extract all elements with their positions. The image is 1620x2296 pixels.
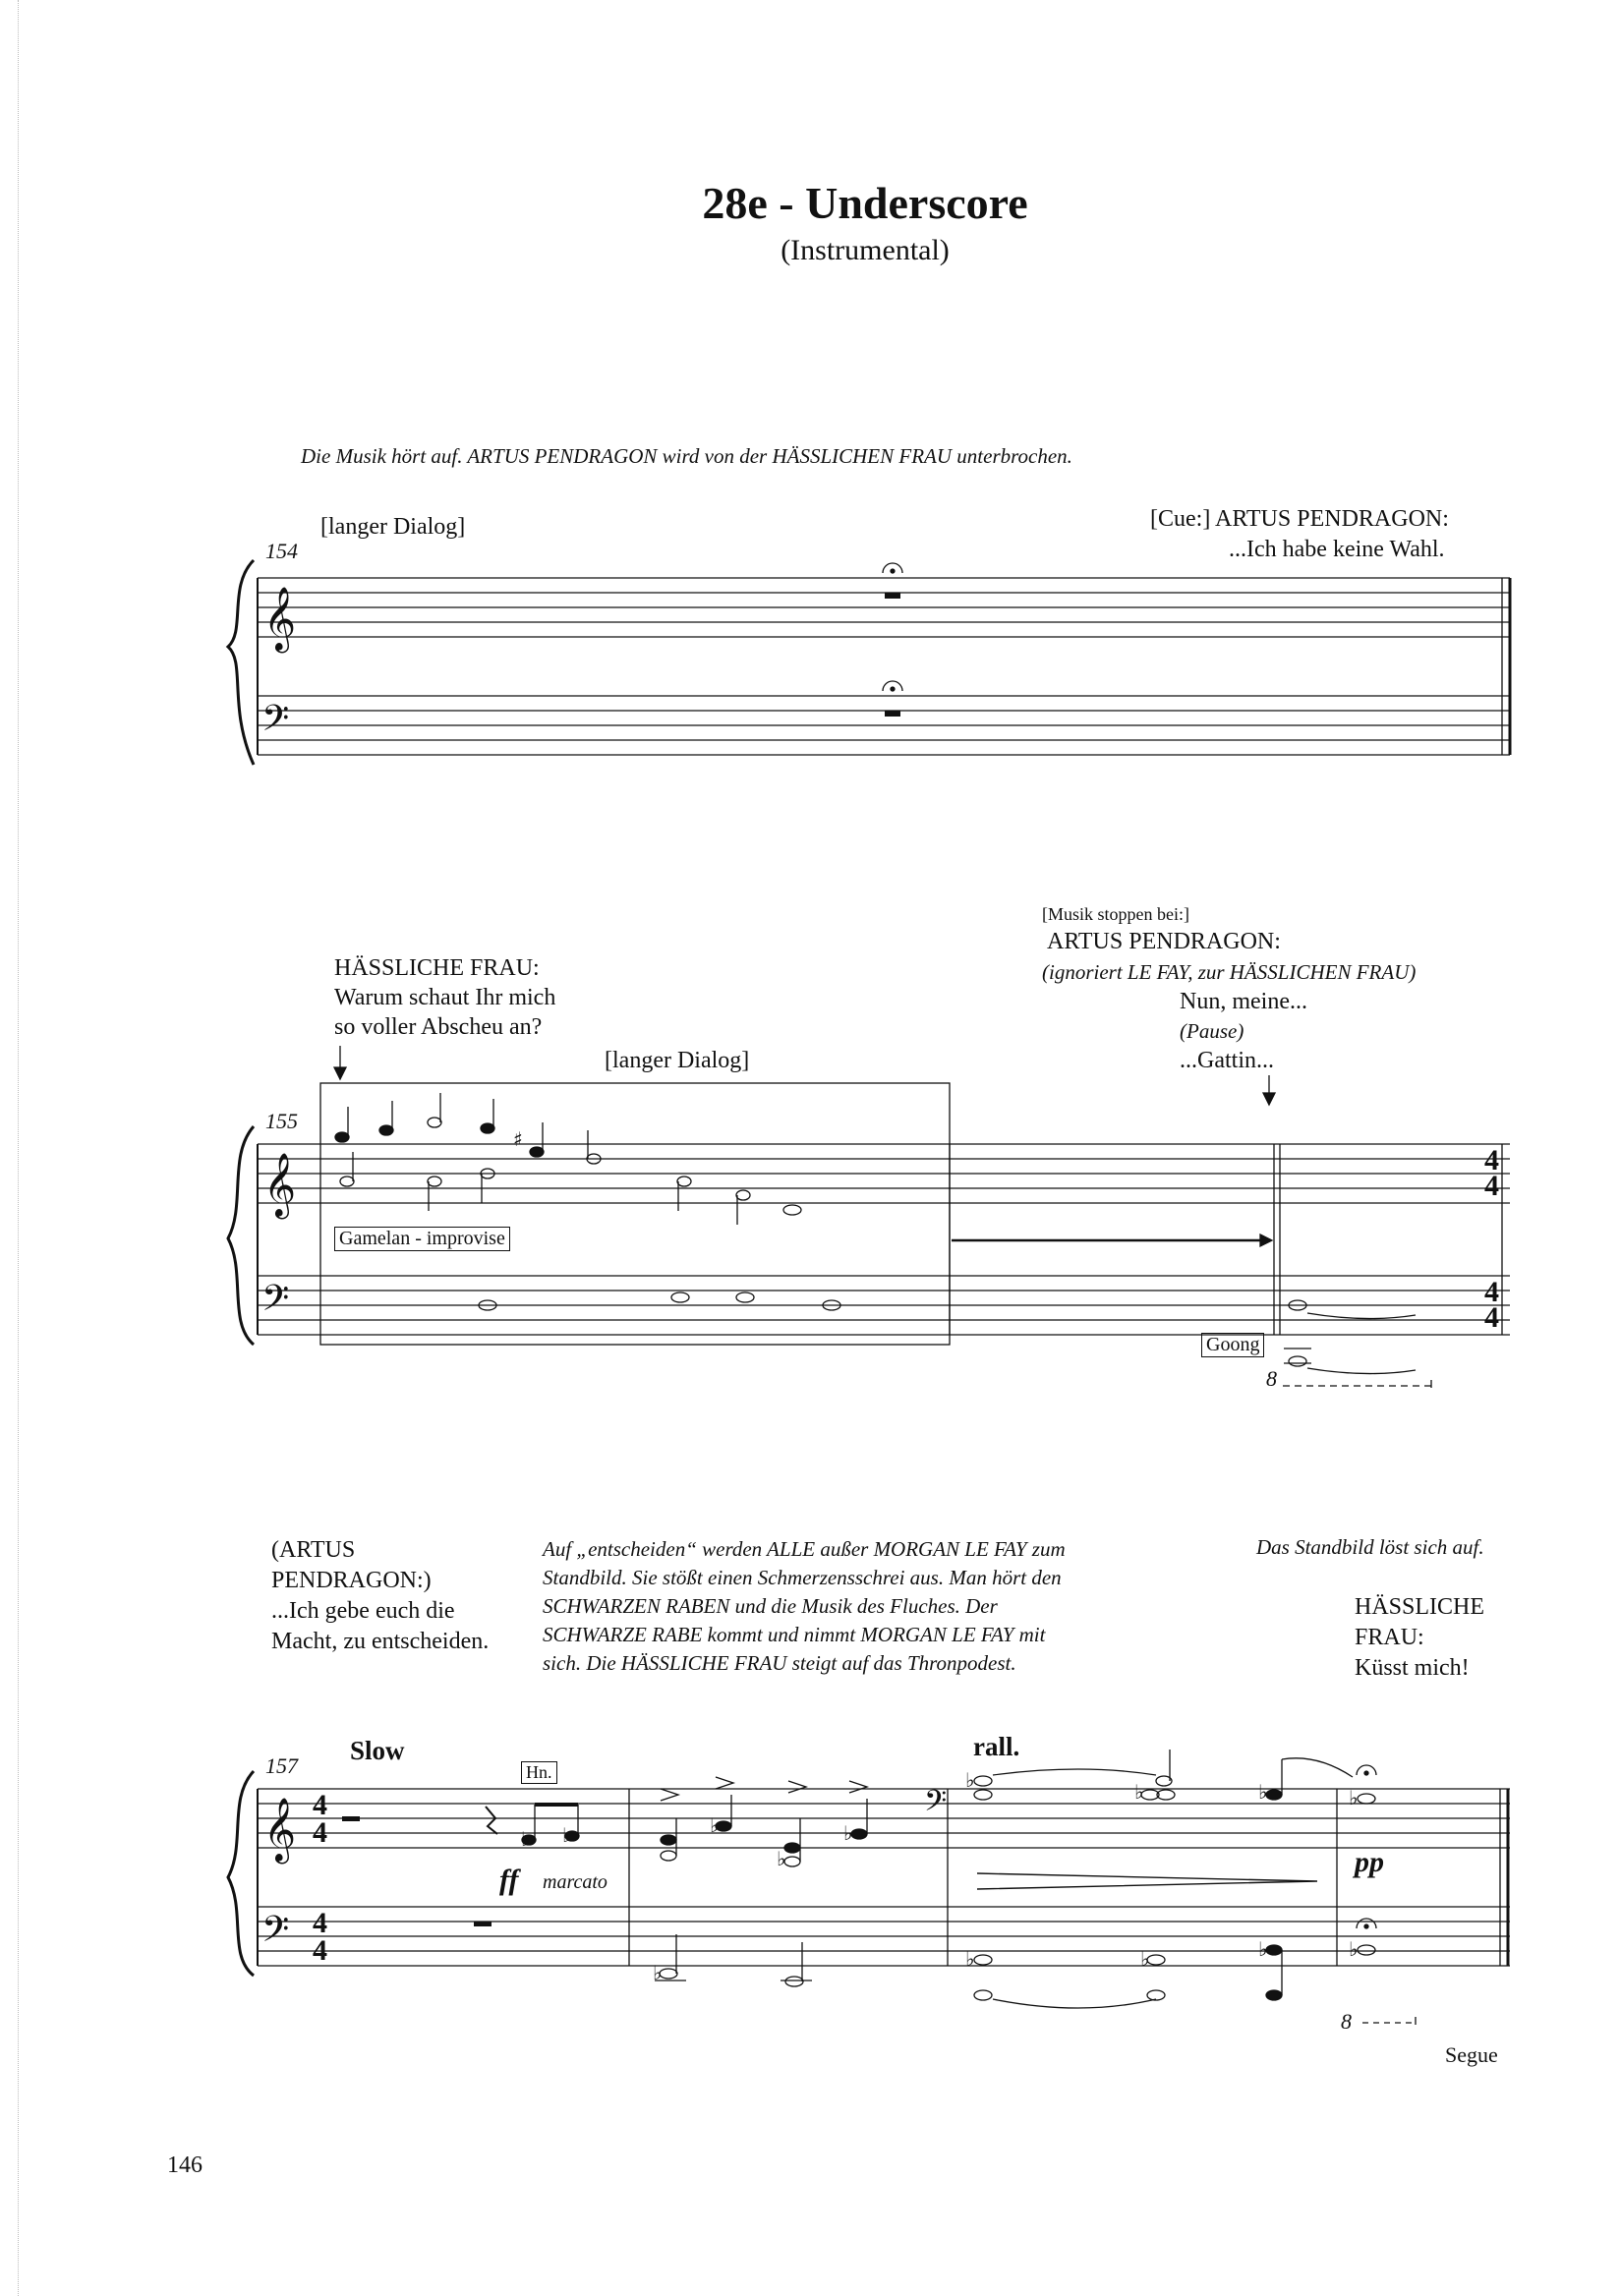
system1-brace — [228, 560, 254, 765]
measure-number-157: 157 — [265, 1753, 298, 1778]
bass-clef-3: 𝄢 — [261, 1909, 290, 1959]
system1-treble-staff — [258, 578, 1510, 637]
stop-line-2: ...Gattin... — [1180, 1048, 1274, 1073]
ottava-8-system3: 8 — [1341, 2009, 1352, 2034]
page-number: 146 — [167, 2152, 202, 2178]
stop-speaker: ARTUS PENDRAGON: — [1047, 929, 1281, 954]
speaker-haessliche-right: HÄSSLICHE FRAU: Küsst mich! — [1355, 1594, 1485, 1681]
clefs-and-time-signatures — [261, 587, 947, 1959]
measure-number-155: 155 — [265, 1109, 298, 1133]
goong-label: Goong — [1201, 1333, 1264, 1357]
timesig-2b-top: 4 — [1484, 1276, 1499, 1308]
page-title: 28e - Underscore — [702, 178, 1028, 228]
system2-treble-staff — [258, 1144, 1510, 1203]
bass-clef-2: 𝄢 — [261, 1278, 290, 1328]
dynamic-ff: ff — [499, 1864, 519, 1896]
treble-clef-2: 𝄞 — [263, 1153, 297, 1217]
system2-langer-dialog: [langer Dialog] — [605, 1048, 750, 1073]
svg-text:♭: ♭ — [710, 1813, 720, 1837]
stage-direction-right: Das Standbild löst sich auf. — [1256, 1535, 1484, 1559]
svg-text:♭: ♭ — [1258, 1780, 1268, 1804]
bar158-treble-chords — [661, 1777, 867, 1866]
speaker-artus-left: (ARTUS PENDRAGON:) ...Ich gebe euch die Macht, zu entscheiden. — [271, 1537, 490, 1654]
flat-1: ♭ — [521, 1827, 531, 1851]
svg-text:♭: ♭ — [1349, 1937, 1359, 1961]
dynamic-pp: pp — [1355, 1846, 1384, 1878]
stage-direction-top: Die Musik hört auf. ARTUS PENDRAGON wird von der HÄSSLICHEN FRAU unterbrochen. — [301, 444, 1072, 468]
bar158-bass-notes — [655, 1934, 812, 1986]
system3-brace — [228, 1771, 254, 1976]
system1-bass-staff — [258, 696, 1510, 755]
page-subtitle: (Instrumental) — [781, 234, 950, 266]
speaker-haessliche-frau: HÄSSLICHE FRAU: — [334, 955, 540, 981]
ottava-8-system2: 8 — [1266, 1366, 1277, 1391]
dialog-line-1: Warum schaut Ihr mich — [334, 985, 556, 1010]
gamelan-label: Gamelan - improvise — [334, 1227, 510, 1251]
whole-rest-treble-154 — [885, 593, 900, 599]
system1-langer-dialog: [langer Dialog] — [320, 514, 466, 540]
system2-brace — [228, 1126, 254, 1345]
tempo-marking: Slow — [350, 1736, 405, 1765]
timesig-3a-top: 4 — [313, 1789, 327, 1821]
svg-text:4: 4 — [1484, 1170, 1499, 1202]
system1-cue-label: [Cue:] ARTUS PENDRAGON: — [1150, 506, 1449, 532]
treble-clef-1: 𝄞 — [263, 587, 297, 651]
stage-direction-center: Auf „entscheiden“ werden ALLE außer MORGAN LE FAY zum Standbild. Sie stößt einen Schmerzensschrei aus. Man hört den SCHWARZEN RABEN und die Musik des Fluches. Der SCHWARZE RABE kommt und nimmt MORGAN LE FAY mit sich. Die HÄSSLICHE FRAU steigt auf das Thronpodest. — [543, 1537, 1066, 1675]
svg-text:♭: ♭ — [1134, 1780, 1144, 1804]
svg-text:♭: ♭ — [1258, 1937, 1268, 1961]
gamelan-notes-bass — [479, 1292, 1431, 1388]
system3-treble-staff — [258, 1789, 1510, 1848]
timesig-2a-top: 4 — [1484, 1144, 1499, 1177]
svg-text:4: 4 — [313, 1816, 327, 1849]
rall-marking: rall. — [973, 1732, 1020, 1761]
system1-cue-line: ...Ich habe keine Wahl. — [1229, 537, 1445, 562]
bass-clef-1: 𝄢 — [261, 698, 290, 748]
measure-number-154: 154 — [265, 539, 298, 563]
marcato-label: marcato — [543, 1871, 608, 1893]
svg-text:♭: ♭ — [1349, 1786, 1359, 1809]
svg-text:♭: ♭ — [562, 1823, 572, 1847]
svg-text:♯: ♯ — [513, 1127, 523, 1151]
svg-text:♭: ♭ — [843, 1821, 853, 1845]
whole-rest-bass-154 — [885, 711, 900, 717]
system2-bass-staff — [258, 1276, 1510, 1335]
svg-text:♭: ♭ — [777, 1847, 786, 1870]
dialog-line-2: so voller Abscheu an? — [334, 1014, 543, 1040]
svg-text:4: 4 — [313, 1934, 327, 1967]
svg-text:♭: ♭ — [1140, 1947, 1150, 1971]
svg-text:4: 4 — [1484, 1301, 1499, 1334]
bass-clef-change: 𝄢 — [924, 1785, 948, 1825]
svg-text:♭: ♭ — [965, 1768, 975, 1792]
timesig-3b-top: 4 — [313, 1907, 327, 1939]
svg-text:♭: ♭ — [965, 1947, 975, 1971]
system3-bass-staff — [258, 1907, 1510, 1966]
stop-pause: (Pause) — [1180, 1019, 1244, 1043]
treble-clef-3: 𝄞 — [263, 1798, 297, 1862]
stop-line-1: Nun, meine... — [1180, 989, 1307, 1014]
decrescendo-hairpin — [977, 1873, 1317, 1889]
horn-label: Hn. — [521, 1761, 557, 1784]
stop-direction: (ignoriert LE FAY, zur HÄSSLICHEN FRAU) — [1042, 960, 1417, 984]
segue-label: Segue — [1445, 2042, 1498, 2067]
stop-note: [Musik stoppen bei:] — [1042, 904, 1189, 924]
svg-text:♭: ♭ — [653, 1961, 663, 1984]
